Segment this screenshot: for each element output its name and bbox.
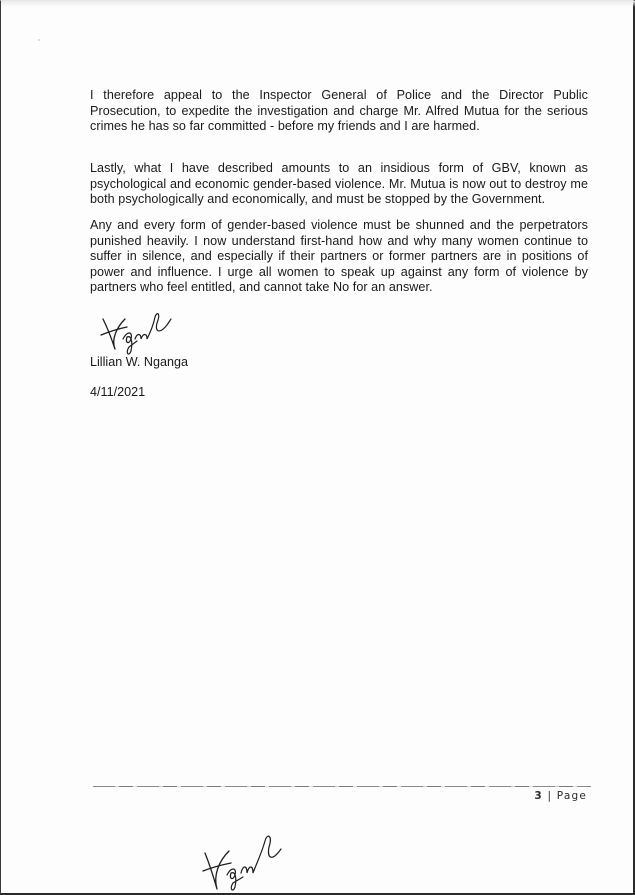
footer-divider [93, 786, 591, 787]
page-number-separator: | [547, 790, 553, 802]
paragraph-appeal: I therefore appeal to the Inspector General of Police and the Director Public Prosecution, to expedite the investigation and charge Mr. Alfred Mutua for the serious crimes he has so far committed - before my friends and I are harmed. [90, 88, 588, 134]
paragraph-call-to-action: Any and every form of gender-based violence must be shunned and the perpetrators punished heavily. I now understand first-hand how and why many women continue to suffer in silence, and especially if their partners or former partners are in positions of power and influence. I urge all women to speak up against any form of violence by partners who feel entitled, and cannot take No for an answer. [90, 218, 588, 295]
signature-date: 4/11/2021 [90, 385, 146, 399]
paragraph-gbv-description: Lastly, what I have described amounts to an insidious form of GBV, known as psychological and economic gender-based violence. Mr. Mutua is now out to destroy me both psychologically and economically, and must be stopped by the Government. [90, 161, 588, 207]
page-number-value: 3 [534, 790, 543, 802]
handwritten-initials [197, 827, 287, 893]
page-label: Page [556, 790, 587, 802]
signatory-name: Lillian W. Nganga [90, 355, 189, 369]
scan-speck [38, 39, 40, 41]
scan-edge-shade [1, 1, 635, 7]
handwritten-signature [97, 305, 177, 357]
page-number [534, 790, 587, 802]
